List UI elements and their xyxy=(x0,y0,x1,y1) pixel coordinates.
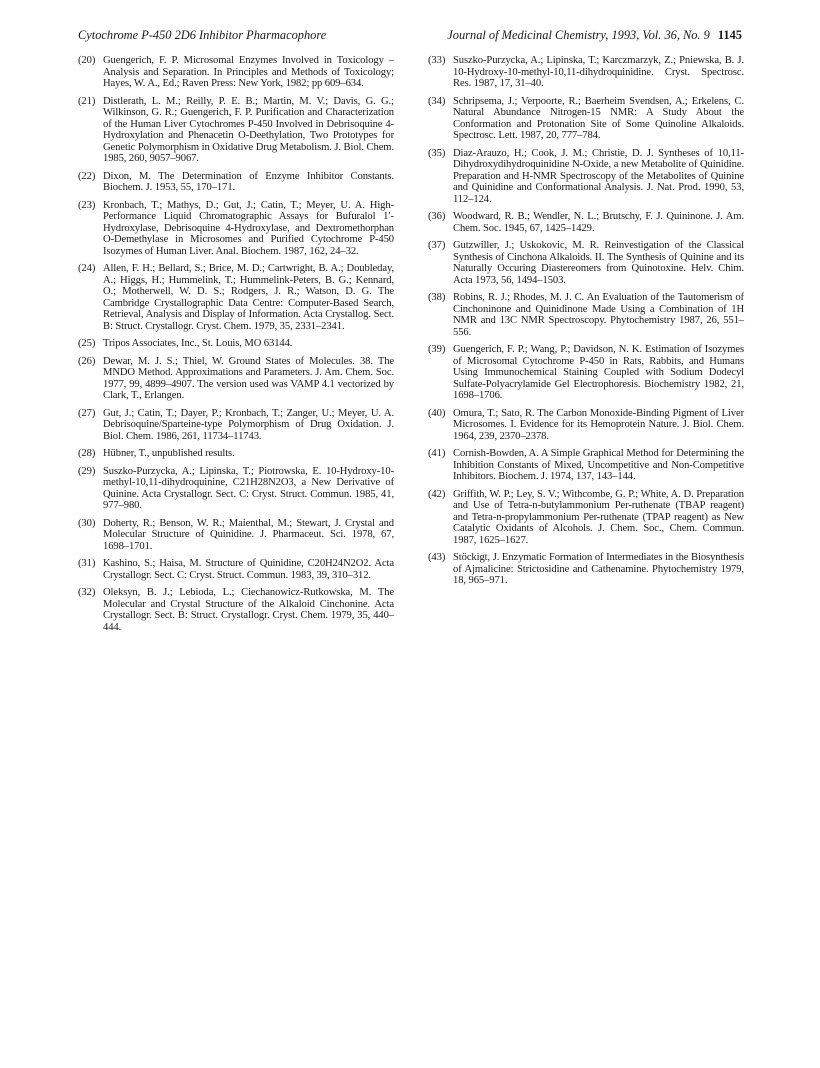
reference-text: Dixon, M. The Determination of Enzyme Inhibitor Constants. Biochem. J. 1953, 55, 170–171. xyxy=(103,170,394,193)
references-left-column xyxy=(78,55,394,639)
reference-text: Schripsema, J.; Verpoorte, R.; Baerheim Svendsen, A.; Erkelens, C. Natural Abundance Nitrogen-15 NMR: A Study About the Conformation and Protonation Site of Some Quinoline Alkaloids. Spectrosc. Lett. 1987, 20, 777–784. xyxy=(453,95,744,141)
reference-item xyxy=(78,200,394,258)
reference-item xyxy=(428,292,744,338)
reference-text: Tripos Associates, Inc., St. Louis, MO 63144. xyxy=(103,338,293,349)
reference-number: (38) xyxy=(428,292,446,303)
reference-number: (22) xyxy=(78,170,96,182)
reference-text: Gutzwiller, J.; Uskokovic, M. R. Reinvestigation of the Classical Synthesis of Cinchona Alkaloids. II. The Synthesis of Quinine and its Naturally Occuring Diastereomers from Quinotoxine. Helv. Chim. Acta 1973, 56, 1494–1503. xyxy=(453,240,744,286)
reference-text: Diaz-Arauzo, H.; Cook, J. M.; Christie, D. J. Syntheses of 10,11-Dihydroxydihydroquinidine N-Oxide, a new Metabolite of Quinidine. Preparation and H-NMR Spectroscopy of the Metabolites of Quinine and Quinidine and Conformational Analysis. J. Nat. Prod. 1990, 53, 112–124. xyxy=(453,147,744,205)
reference-text: Griffith, W. P.; Ley, S. V.; Withcombe, G. P.; White, A. D. Preparation and Use of Tetra-n-butylammonium Per-ruthenate (TBAP reagent) and Tetra-n-propylammonium Per-ruthenate (TPAP reagent) as New Catalytic Oxidants of Alcohols. J. Chem. Soc., Chem. Commun. 1987, 1625–1627. xyxy=(453,488,744,546)
reference-item xyxy=(78,338,394,350)
reference-item xyxy=(428,148,744,206)
reference-item xyxy=(428,344,744,402)
reference-item xyxy=(428,55,744,90)
reference-item xyxy=(428,448,744,483)
reference-item xyxy=(78,171,394,194)
reference-item xyxy=(78,263,394,332)
reference-number: (23) xyxy=(78,199,96,211)
reference-item xyxy=(78,408,394,443)
reference-item xyxy=(78,518,394,553)
reference-number: (26) xyxy=(78,355,96,367)
reference-number: (34) xyxy=(428,95,446,107)
reference-item xyxy=(78,558,394,581)
reference-item xyxy=(428,408,744,443)
reference-item xyxy=(78,448,394,460)
reference-number: (32) xyxy=(78,587,96,598)
reference-text: Guengerich, F. P.; Wang, P.; Davidson, N. K. Estimation of Isozymes of Microsomal Cytochrome P-450 in Rats, Rabbits, and Humans Using Immunochemical Staining Coupled with Sodium Dodecyl Sulfate-Polyacrylamide Gel Electrophoresis. Biochemistry 1982, 21, 1698–1706. xyxy=(453,344,744,401)
reference-number: (29) xyxy=(78,465,96,477)
reference-number: (35) xyxy=(428,147,446,159)
reference-text: Kashino, S.; Haisa, M. Structure of Quinidine, C20H24N2O2. Acta Crystallogr. Sect. C: Cryst. Struct. Commun. 1983, 39, 310–312. xyxy=(103,558,394,581)
reference-number: (41) xyxy=(428,448,446,459)
reference-item xyxy=(428,211,744,234)
reference-text: Allen, F. H.; Bellard, S.; Brice, M. D.; Cartwright, B. A.; Doubleday, A.; Higgs, H.; Hummelink, T.; Hummelink-Peters, B. G.; Kennard, O.; Motherwell, W. D. S.; Rodgers, J. R.; Watson, D. G. The Cambridge Crystallographic Data Centre: Computer-Based Search, Retrieval, Analysis and Display of Information. Acta Crystallog. Sect. B: Struct. Crystallogr. Cryst. Chem. 1979, 35, 2331–2341. xyxy=(103,263,394,332)
reference-text: Kronbach, T.; Mathys, D.; Gut, J.; Catin, T.; Meyer, U. A. High-Performance Liquid Chromatographic Assays for Bufuralol 1′-Hydroxylase, Debrisoquine 4-Hydroxylase, and Dextromethorphan O-Demethylase in Microsomes and Purified Cytochrome P-450 Isozymes of Human Liver. Anal. Biochem. 1987, 162, 24–32. xyxy=(103,199,394,257)
running-title: Cytochrome P-450 2D6 Inhibitor Pharmacophore xyxy=(78,28,327,42)
reference-text: Cornish-Bowden, A. A Simple Graphical Method for Determining the Inhibition Constants of Mixed, Uncompetitive and Non-Competitive Inhibitors. Biochem. J. 1974, 137, 143–144. xyxy=(453,448,744,482)
reference-number: (24) xyxy=(78,263,96,274)
reference-number: (20) xyxy=(78,55,96,66)
reference-item xyxy=(428,96,744,142)
reference-item xyxy=(428,552,744,587)
reference-text: Doherty, R.; Benson, W. R.; Maienthal, M.; Stewart, J. Crystal and Molecular Structure of Quinidine. J. Pharmaceut. Sci. 1978, 67, 1698–1701. xyxy=(103,517,394,552)
reference-number: (43) xyxy=(428,552,446,563)
running-header xyxy=(78,28,742,48)
journal-citation xyxy=(447,28,742,43)
reference-item xyxy=(428,489,744,547)
page-number: 1145 xyxy=(717,28,742,42)
reference-text: Robins, R. J.; Rhodes, M. J. C. An Evaluation of the Tautomerism of Cinchoninone and Quinidinone Made Using a Combination of 1H NMR and 13C NMR Spectroscopy. Phytochemistry 1987, 26, 551–556. xyxy=(453,292,744,338)
reference-text: Stöckigt, J. Enzymatic Formation of Intermediates in the Biosynthesis of Ajmalicine: Strictosidine and Cathenamine. Phytochemistry 1979, 18, 965–971. xyxy=(453,552,744,586)
reference-text: Guengerich, F. P. Microsomal Enzymes Involved in Toxicology – Analysis and Separation. In Principles and Methods of Toxicology; Hayes, W. A., Ed.; Raven Press: New York, 1982; pp 609–634. xyxy=(103,55,394,89)
reference-number: (33) xyxy=(428,55,446,66)
reference-text: Suszko-Purzycka, A.; Lipinska, T.; Karczmarzyk, Z.; Pniewska, B. J. 10-Hydroxy-10-methyl-10,11-dihydroquinidine. Cryst. Spectrosc. Res. 1987, 17, 31–40. xyxy=(453,55,744,89)
reference-number: (21) xyxy=(78,95,96,107)
reference-number: (31) xyxy=(78,558,96,569)
reference-text: Suszko-Purzycka, A.; Lipinska, T.; Piotrowska, E. 10-Hydroxy-10-methyl-10,11-dihydroquinine, C21H28N2O3, a New Derivative of Quinine. Acta Crystallogr. Sect. C: Cryst. Struct. Commun. 1985, 41, 977–980. xyxy=(103,465,394,511)
reference-text: Gut, J.; Catin, T.; Dayer, P.; Kronbach, T.; Zanger, U.; Meyer, U. A. Debrisoquine/Sparteine-type Polymorphism of Drug Oxidation. J. Biol. Chem. 1986, 261, 11734–11743. xyxy=(103,407,394,442)
reference-number: (36) xyxy=(428,211,446,222)
reference-number: (28) xyxy=(78,448,96,459)
reference-text: Hübner, T., unpublished results. xyxy=(103,448,235,459)
reference-text: Oleksyn, B. J.; Lebioda, L.; Ciechanowicz-Rutkowska, M. The Molecular and Crystal Structure of the Alkaloid Cinchonine. Acta Crystallogr. Sect. B: Struct. Crystallogr. Cryst. Chem. 1979, 35, 440–444. xyxy=(103,587,394,633)
reference-number: (30) xyxy=(78,517,96,529)
reference-item xyxy=(428,240,744,286)
reference-item xyxy=(78,96,394,165)
references-right-column xyxy=(428,55,744,593)
journal-name: Journal of Medicinal Chemistry, 1993, Vol. 36, No. 9 xyxy=(447,28,710,42)
reference-text: Dewar, M. J. S.; Thiel, W. Ground States of Molecules. 38. The MNDO Method. Approximations and Parameters. J. Am. Chem. Soc. 1977, 99, 4899–4907. The version used was VAMP 4.1 vectorized by Clark, T., Erlangen. xyxy=(103,355,394,401)
reference-item xyxy=(78,55,394,90)
reference-number: (25) xyxy=(78,338,96,349)
reference-item xyxy=(78,466,394,512)
reference-number: (37) xyxy=(428,240,446,251)
reference-number: (40) xyxy=(428,407,446,419)
reference-number: (42) xyxy=(428,488,446,500)
reference-item xyxy=(78,356,394,402)
reference-number: (27) xyxy=(78,407,96,419)
reference-text: Omura, T.; Sato, R. The Carbon Monoxide-Binding Pigment of Liver Microsomes. I. Evidence for its Hemoprotein Nature. J. Biol. Chem. 1964, 239, 2370–2378. xyxy=(453,407,744,442)
reference-text: Woodward, R. B.; Wendler, N. L.; Brutschy, F. J. Quininone. J. Am. Chem. Soc. 1945, 67, 1425–1429. xyxy=(453,211,744,234)
reference-text: Distlerath, L. M.; Reilly, P. E. B.; Martin, M. V.; Davis, G. G.; Wilkinson, G. R.; Guengerich, F. P. Purification and Characterization of the Human Liver Cytochromes P-450 Involved in Debrisoquine 4-Hydroxylation and Phenacetin O-Deethylation, Two Prototypes for Genetic Polymorphism in Oxidative Drug Metabolism. J. Biol. Chem. 1985, 260, 9057–9067. xyxy=(103,95,394,164)
reference-number: (39) xyxy=(428,344,446,355)
reference-item xyxy=(78,587,394,633)
